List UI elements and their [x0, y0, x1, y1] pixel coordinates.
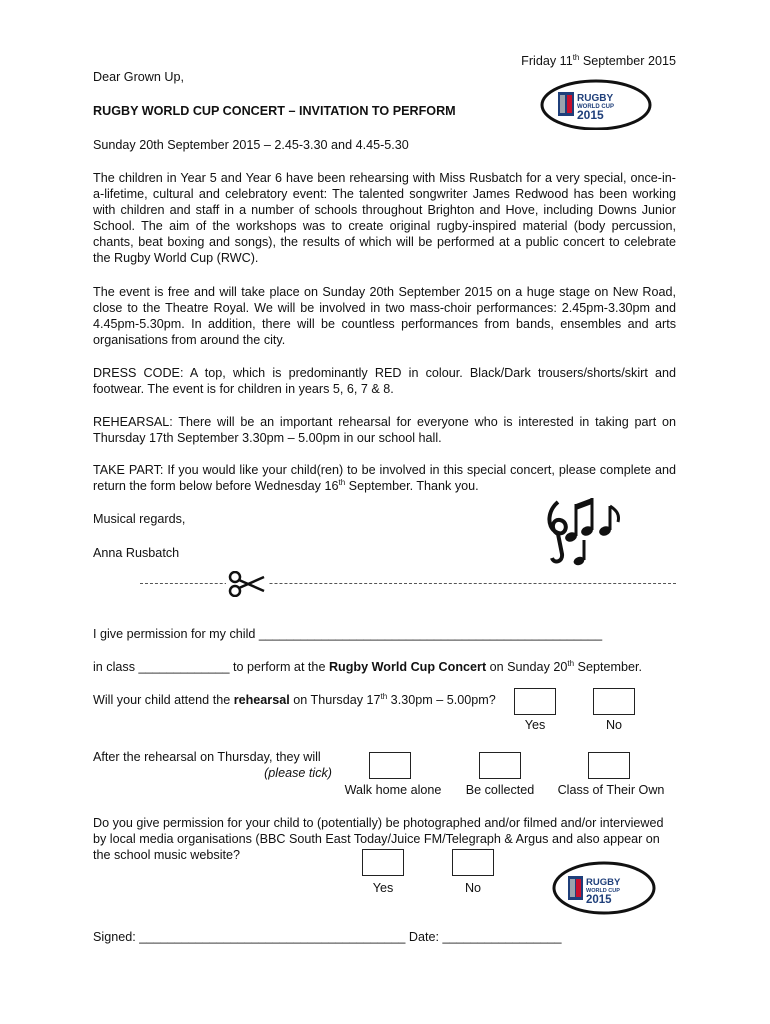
- be-collected-label: Be collected: [465, 783, 535, 797]
- be-collected-checkbox[interactable]: [479, 752, 521, 779]
- letter-title: RUGBY WORLD CUP CONCERT – INVITATION TO PERFORM: [93, 104, 456, 118]
- photo-no-checkbox[interactable]: [452, 849, 494, 876]
- class-text: in class _____________ to perform at the: [93, 660, 329, 674]
- rehearsal-yes-checkbox[interactable]: [514, 688, 556, 715]
- class-date: on Sunday 20: [486, 660, 568, 674]
- take-part-text: TAKE PART: If you would like your child(ren) to be involved in this special concert, please complete and return the form below before Wednesday 16: [93, 463, 676, 493]
- date-rest: September 2015: [579, 54, 676, 68]
- logo-text-2: WORLD CUP: [577, 104, 614, 110]
- greeting: Dear Grown Up,: [93, 70, 184, 84]
- scissors-icon: [226, 571, 268, 601]
- date-day: Friday 11: [521, 54, 573, 68]
- intro-paragraph: The children in Year 5 and Year 6 have been rehearsing with Miss Rusbatch for a very special, once-in-a-lifetime, cultural and celebratory event: The talented songwriter James Redwood has been working with children and staff in a number of schools throughout Brighton and Hove, including Downs Junior School. The aim of the workshops was to create original rugby-inspired material (body percussion, chants, beat boxing and songs), the results of which will be performed at a public concert to celebrate the Rugby World Cup (RWC).: [93, 171, 676, 265]
- concert-name: Rugby World Cup Concert: [328, 660, 487, 674]
- take-part-text-end: September. Thank you.: [345, 479, 479, 493]
- logo-text-3: 2015: [577, 108, 604, 122]
- logo-bottom-text-2: WORLD CUP: [586, 888, 620, 894]
- photo-yes-label: Yes: [372, 881, 394, 895]
- rehearsal-yes-label: Yes: [524, 718, 546, 732]
- class-own-checkbox[interactable]: [588, 752, 630, 779]
- rehearsal-no-checkbox[interactable]: [593, 688, 635, 715]
- rehearsal-text: REHEARSAL: There will be an important rehearsal for everyone who is interested in taking part on Thursday 17th September 3.30pm – 5.00pm in our school hall.: [93, 415, 676, 445]
- rehearsal-sup: th: [380, 691, 388, 701]
- walk-home-checkbox[interactable]: [369, 752, 411, 779]
- rehearsal-q-text: Will your child attend the: [93, 693, 234, 707]
- rehearsal-q-date: on Thursday 17: [289, 693, 381, 707]
- signature: Anna Rusbatch: [93, 546, 180, 560]
- music-notes-icon: [540, 492, 624, 572]
- class-line: [93, 659, 642, 675]
- rehearsal-no-label: No: [605, 718, 623, 732]
- dress-code: DRESS CODE: A top, which is predominantly RED in colour. Black/Dark trousers/shorts/skirt and footwear. The event is for children in years 5, 6, 7 & 8.: [93, 366, 676, 396]
- take-part-sup: th: [338, 477, 346, 487]
- photo-question: Do you give permission for your child to (potentially) be photographed and/or filmed and/or interviewed by local media organisations (BBC South East Today/Juice FM/Telegraph & Argus and also appear on the school music website?: [93, 816, 664, 862]
- rwc-logo-bottom: [552, 860, 656, 920]
- logo-text-1: RUGBY: [577, 93, 614, 104]
- signoff: Musical regards,: [93, 512, 186, 526]
- rehearsal-info: [93, 414, 676, 446]
- permission-line: I give permission for my child _________________________________________________: [93, 627, 603, 641]
- cut-line: [140, 583, 676, 584]
- class-month: September.: [574, 660, 642, 674]
- photo-no-label: No: [464, 881, 482, 895]
- rehearsal-q-time: 3.30pm – 5.00pm?: [387, 693, 496, 707]
- please-tick: (please tick): [264, 766, 332, 780]
- class-sup: th: [567, 658, 575, 668]
- logo-bottom-text-1: RUGBY: [586, 877, 621, 888]
- after-rehearsal-question: After the rehearsal on Thursday, they will: [93, 750, 321, 764]
- rwc-logo: [540, 78, 652, 134]
- signature-line: Signed: ______________________________________ Date: _________________: [93, 930, 562, 944]
- take-part: [93, 462, 676, 494]
- event-paragraph: The event is free and will take place on Sunday 20th September 2015 on a huge stage on New Road, close to the Theatre Royal. We will be involved in two mass-choir performances: 2.45pm-3.30pm and 4.45pm-5.30pm. In addition, there will be countless performances from bands, ensembles and arts organisations from around the city.: [93, 285, 676, 347]
- date-sup: th: [572, 52, 580, 62]
- walk-home-label: Walk home alone: [344, 783, 442, 797]
- class-own-label: Class of Their Own: [557, 783, 665, 797]
- photo-yes-checkbox[interactable]: [362, 849, 404, 876]
- concert-times: Sunday 20th September 2015 – 2.45-3.30 and 4.45-5.30: [93, 138, 409, 152]
- rehearsal-question: [93, 692, 496, 708]
- rehearsal-word: rehearsal: [233, 693, 290, 707]
- logo-bottom-text-3: 2015: [586, 894, 612, 906]
- letter-date: [521, 53, 676, 69]
